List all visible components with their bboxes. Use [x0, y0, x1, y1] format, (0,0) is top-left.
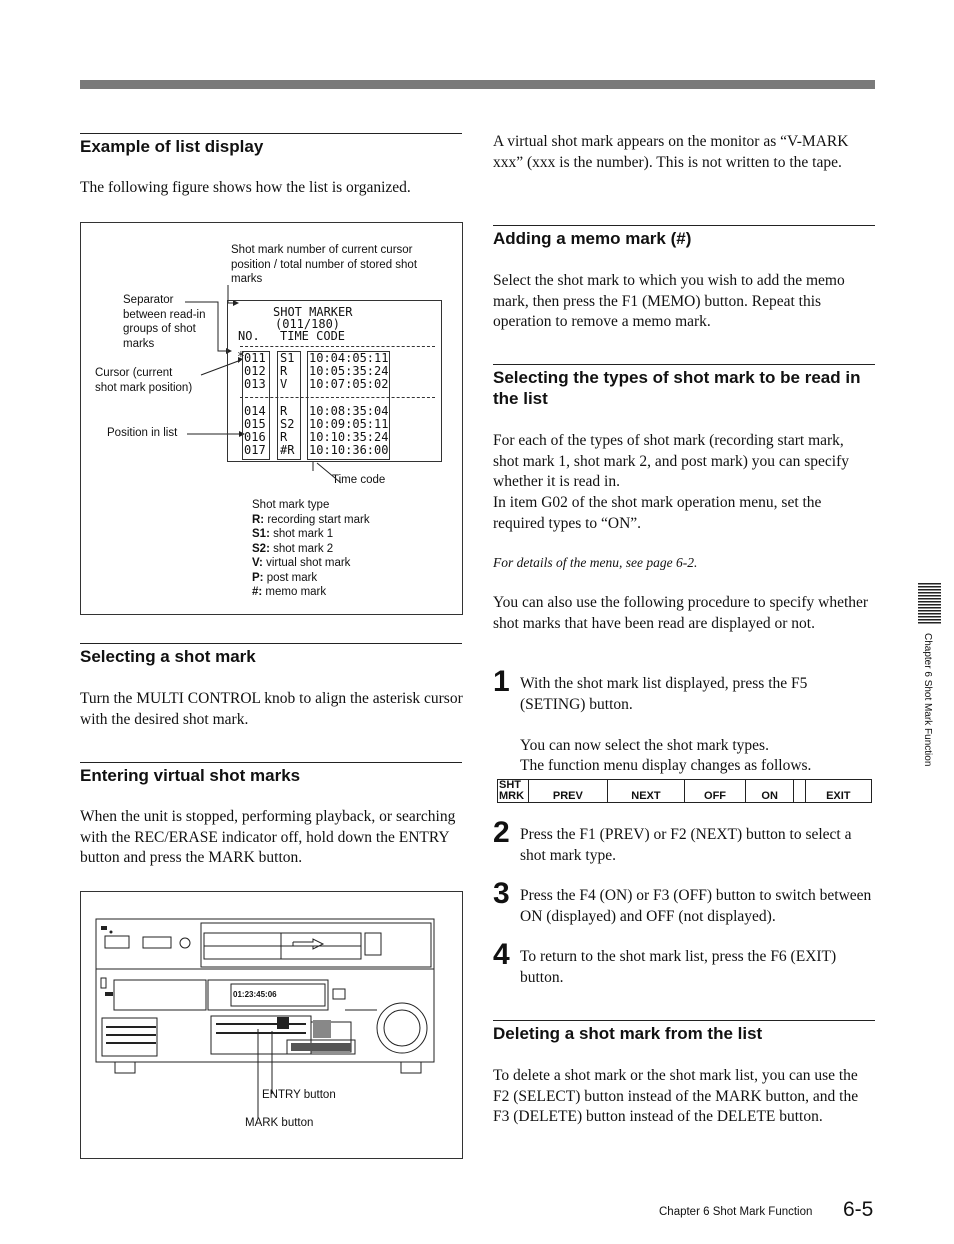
function-menu-title [498, 780, 529, 803]
shot-type-legend [252, 498, 452, 600]
screen-title: SHOT MARKER [273, 305, 353, 319]
step-1-text: With the shot mark list displayed, press the F5 (SETING) button. [520, 675, 808, 713]
list-row [244, 365, 266, 378]
screen-divider [240, 346, 435, 347]
list-row [280, 405, 287, 418]
step-1-extra: The function menu display changes as follows. [520, 757, 812, 774]
row-type: R [280, 404, 288, 418]
row-type: S2 [280, 417, 295, 431]
list-row [280, 352, 294, 365]
footer-chapter: Chapter 6 Shot Mark Function [659, 1206, 813, 1218]
legend-item [252, 556, 452, 571]
function-menu-display [497, 779, 872, 803]
fkey-f6: EXIT [805, 780, 871, 803]
list-row [309, 352, 388, 365]
list-row [280, 365, 287, 378]
legend-key: #: [252, 586, 263, 598]
shot-marker-screen [227, 300, 442, 462]
step-number: 2 [493, 816, 510, 849]
row-tc: 10:10:35:24 [309, 430, 389, 444]
list-row [309, 365, 388, 378]
memo-text: Select the shot mark to which you wish to add the memo mark, then press the F1 (MEMO) button. Repeat this operation to remove a memo mark. [493, 272, 845, 330]
heading-selecting-shot-mark: Selecting a shot mark [80, 647, 256, 666]
legend-item [252, 571, 452, 586]
list-row [280, 444, 294, 457]
row-no: 013 [244, 377, 266, 391]
row-type: #R [280, 443, 295, 457]
list-display-figure [80, 222, 463, 615]
mark-button-label: MARK button [245, 1117, 314, 1129]
row-no: 012 [244, 364, 266, 378]
row-type: R [280, 364, 288, 378]
list-row [309, 378, 388, 391]
screen-col-tc: TIME CODE [280, 329, 346, 343]
heading-memo-mark: Adding a memo mark (#) [493, 229, 692, 248]
row-tc: 10:08:35:04 [309, 404, 389, 418]
fkey-f5 [794, 780, 805, 803]
panel-timecode: 01:23:45:06 [233, 990, 277, 999]
legend-item [252, 585, 452, 600]
legend-key: R: [252, 513, 265, 526]
heading-virtual-shot-marks: Entering virtual shot marks [80, 766, 301, 785]
list-row [244, 431, 266, 444]
heading-example-list: Example of list display [80, 137, 264, 156]
row-type: R [280, 430, 288, 444]
section-rule [493, 225, 875, 226]
list-row [280, 418, 294, 431]
legend-desc: memo mark [262, 586, 327, 598]
types-p1: For each of the types of shot mark (recording start mark, shot mark 1, shot mark 2, and post mark) you can specify whether it is read in. [493, 432, 849, 490]
selecting-text: Turn the MULTI CONTROL knob to align the asterisk cursor with the desired shot mark. [80, 690, 463, 728]
callout-line: Cursor (current [95, 367, 173, 379]
position-callout: Position in list [107, 427, 178, 439]
step-1-extra: You can now select the shot mark types. [520, 737, 769, 754]
list-row [309, 444, 388, 457]
virtual-mark-intro: A virtual shot mark appears on the monitor as “V-MARK xxx” (xxx is the number). This is not written to the tape. [493, 133, 849, 171]
thumb-stripes [918, 583, 941, 625]
list-row [280, 378, 287, 391]
legend-desc: shot mark 2 [269, 542, 334, 555]
menu-title-line: MRK [499, 790, 525, 802]
step-3-text: Press the F4 (ON) or F3 (OFF) button to switch between ON (displayed) and OFF (not displayed). [520, 887, 872, 925]
legend-item [252, 542, 452, 557]
row-no: 014 [244, 404, 266, 418]
callout-line: groups of shot [123, 323, 196, 335]
asterisk-cursor: * [237, 350, 245, 365]
section-rule [80, 643, 462, 644]
list-row [244, 352, 266, 365]
legend-item [252, 527, 452, 542]
row-no: 017 [244, 443, 266, 457]
row-type: S1 [280, 351, 295, 365]
top-rule [80, 80, 875, 89]
callout-line: Shot mark number of current cursor [231, 244, 413, 256]
legend-key: P: [252, 571, 264, 584]
row-tc: 10:04:05:11 [309, 351, 389, 365]
list-row [309, 405, 388, 418]
legend-key: S2: [252, 542, 270, 555]
legend-title: Shot mark type [252, 499, 330, 511]
menu-note: For details of the menu, see page 6-2. [493, 555, 698, 570]
list-row [244, 405, 266, 418]
vtr-panel-figure [80, 891, 463, 1159]
chapter-thumb-tab [918, 583, 941, 625]
callout-line: between read-in [123, 308, 206, 321]
list-row [309, 418, 388, 431]
row-no: 016 [244, 430, 266, 444]
row-tc: 10:07:05:02 [309, 377, 389, 391]
menu-title-line: SHT [499, 779, 521, 791]
step-2-text: Press the F1 (PREV) or F2 (NEXT) button to select a shot mark type. [520, 826, 852, 864]
legend-desc: recording start mark [264, 513, 370, 526]
legend-desc: virtual shot mark [262, 557, 351, 569]
callout-line: shot mark position) [95, 381, 193, 394]
virtual-text: When the unit is stopped, performing playback, or searching with the REC/ERASE indicator off, hold down the ENTRY button and press the MARK button. [80, 808, 456, 866]
list-row [309, 431, 388, 444]
deleting-text: To delete a shot mark or the shot mark list, you can use the F2 (SELECT) button instead of the MARK button, and the F3 (DELETE) button instead of the DELETE button. [493, 1067, 859, 1125]
section-rule [493, 364, 875, 365]
step-4-text: To return to the shot mark list, press the F6 (EXIT) button. [520, 948, 837, 986]
callout-line: marks [123, 337, 155, 350]
heading-deleting-shot-mark: Deleting a shot mark from the list [493, 1024, 763, 1043]
fkey-f1: PREV [529, 780, 608, 803]
types-p2: In item G02 of the shot mark operation menu, set the required types to “ON”. [493, 494, 822, 532]
list-row [244, 378, 266, 391]
time-code-callout: Time code [332, 474, 386, 486]
step-number: 3 [493, 877, 510, 910]
fkey-f4: ON [745, 780, 793, 803]
callout-line: Separator [123, 294, 174, 306]
example-intro: The following figure shows how the list is organized. [80, 179, 411, 196]
screen-col-no: NO. [238, 329, 260, 343]
row-no: 015 [244, 417, 266, 431]
section-rule [493, 1020, 875, 1021]
sidebar-chapter-label: Chapter 6 Shot Mark Function [922, 633, 933, 767]
list-row [244, 418, 266, 431]
section-rule [80, 762, 462, 763]
types-p3: You can also use the following procedure to specify whether shot marks that have been read are displayed or not. [493, 594, 869, 632]
legend-item [252, 513, 452, 528]
legend-key: S1: [252, 528, 270, 540]
list-row [280, 431, 287, 444]
screen-count: (011/180) [275, 317, 341, 331]
row-type: V [280, 377, 288, 391]
row-tc: 10:09:05:11 [309, 417, 389, 431]
row-no: 011 [244, 351, 266, 365]
callout-line: position / total number of stored shot [231, 258, 418, 271]
page-number: 6-5 [843, 1198, 874, 1221]
list-row [244, 444, 266, 457]
step-number: 4 [493, 938, 510, 971]
step-number: 1 [493, 665, 510, 698]
fkey-f2: NEXT [607, 780, 684, 803]
callout-line: marks [231, 273, 263, 285]
legend-desc: post mark [263, 571, 318, 584]
fkey-f3: OFF [685, 780, 746, 803]
heading-types-shot-mark: Selecting the types of shot mark to be read in the list [493, 368, 861, 408]
entry-button-label: ENTRY button [262, 1089, 336, 1101]
legend-key: V: [252, 557, 263, 569]
section-rule [80, 133, 462, 134]
row-tc: 10:05:35:24 [309, 364, 389, 378]
row-tc: 10:10:36:00 [309, 443, 389, 457]
legend-desc: shot mark 1 [269, 528, 334, 540]
